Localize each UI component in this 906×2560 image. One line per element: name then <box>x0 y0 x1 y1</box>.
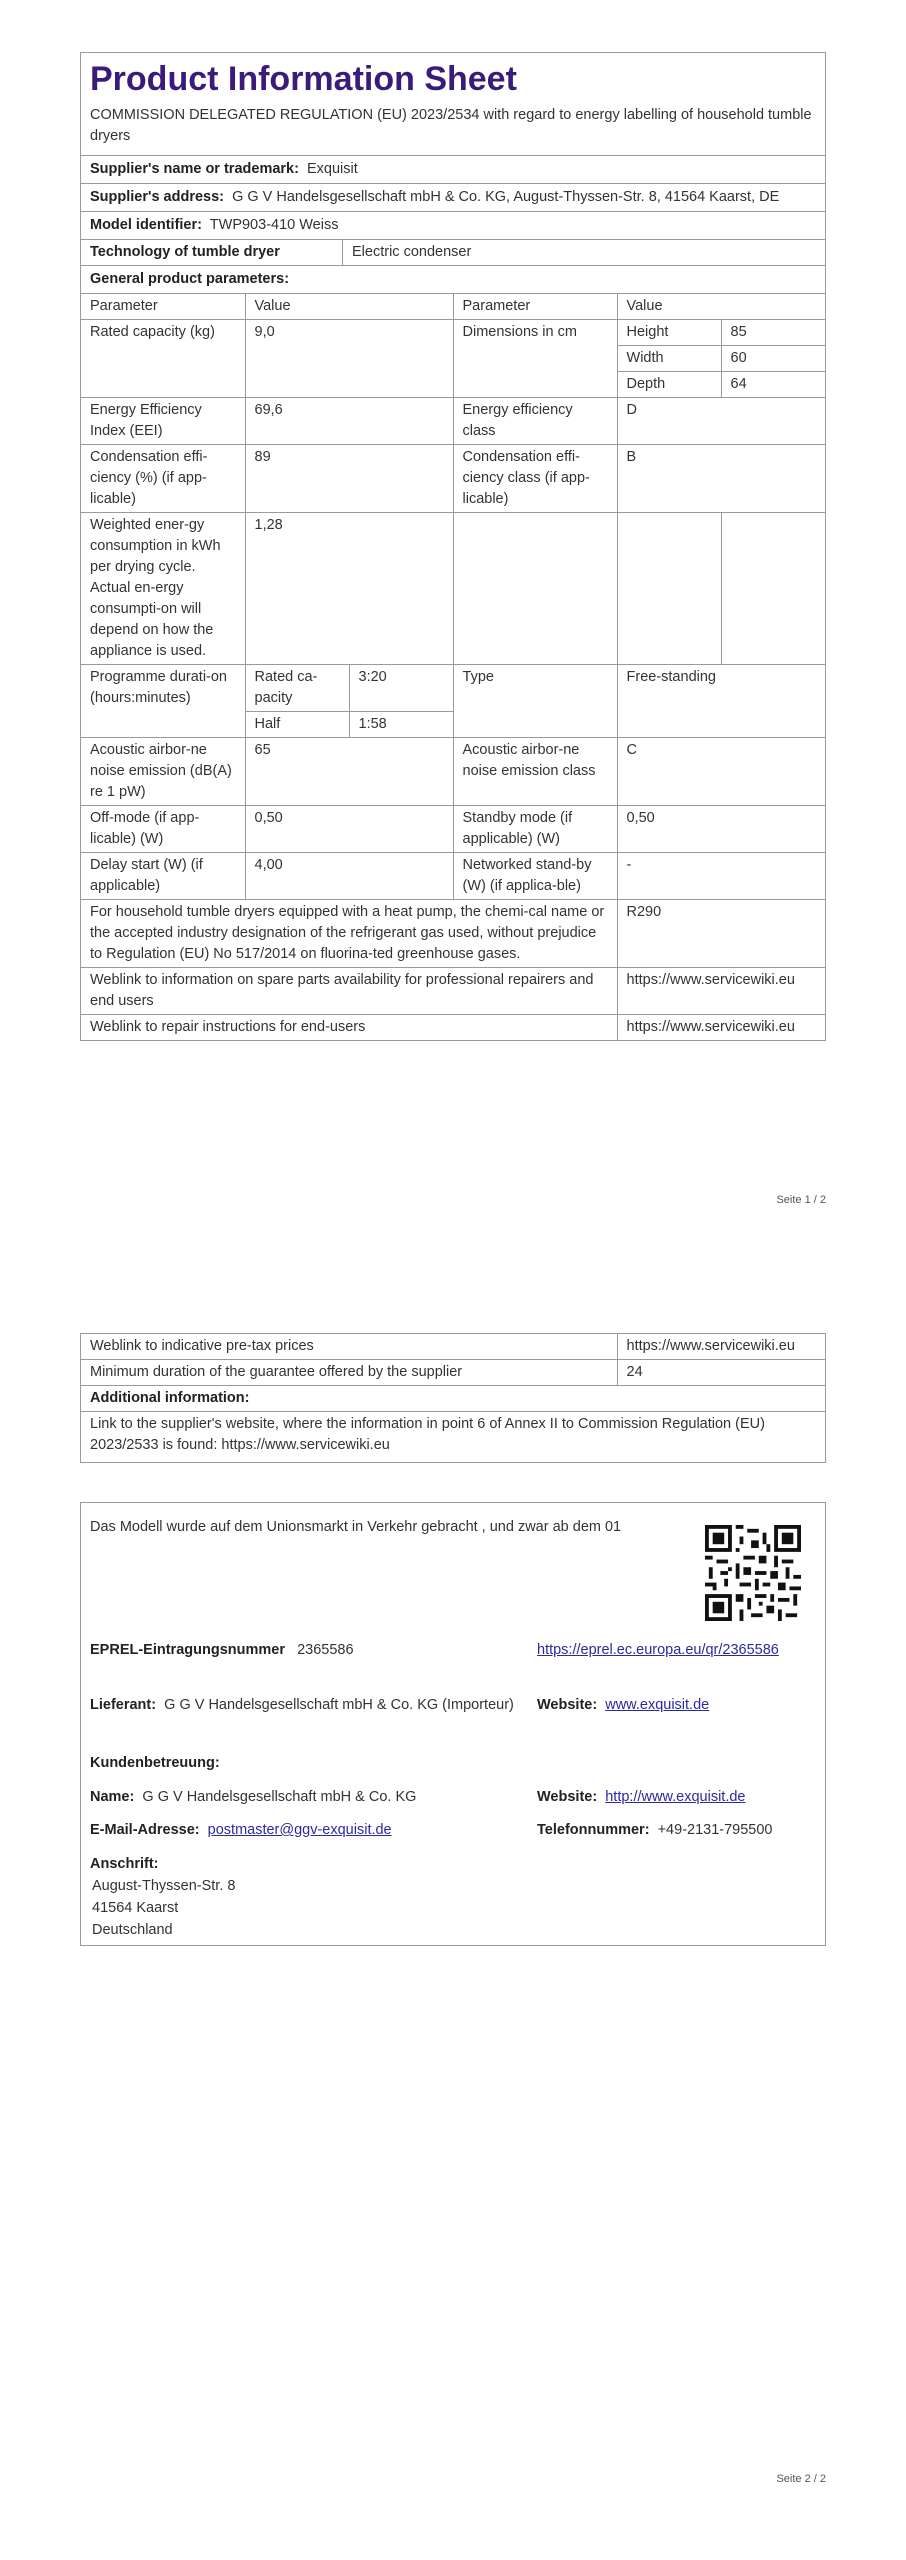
standby-value: 0,50 <box>617 806 825 853</box>
address-line-2: 41564 Kaarst <box>92 1900 179 1916</box>
supplier-name-row <box>81 156 825 184</box>
width-value: 60 <box>721 346 825 372</box>
website-label-1: Website: <box>537 1697 598 1713</box>
networked-label: Networked stand-by (W) (if applica-ble) <box>453 853 617 900</box>
rated-capacity-value: 9,0 <box>245 320 453 398</box>
eprel-label: EPREL-Eintragungsnummer <box>90 1642 285 1658</box>
website-row-1 <box>537 1695 709 1716</box>
page2-table <box>81 1334 825 1462</box>
eprel-link[interactable]: https://eprel.ec.europa.eu/qr/2365586 <box>537 1642 779 1658</box>
spare-parts-link[interactable]: https://www.servicewiki.eu <box>617 968 825 1015</box>
page-title: Product Information Sheet <box>90 60 517 98</box>
empty-cell <box>721 513 825 665</box>
cond-class-label: Condensation effi-ciency class (if app-licable) <box>453 445 617 513</box>
height-value: 85 <box>721 320 825 346</box>
networked-value: - <box>617 853 825 900</box>
weighted-value: 1,28 <box>245 513 453 665</box>
eprel-number: 2365586 <box>297 1642 354 1658</box>
supplier-website-info: Link to the supplier's website, where the information in point 6 of Annex II to Commission Regulation (EU) 2023/2533 is found: https://www.servicewiki.eu <box>81 1412 825 1463</box>
repair-link[interactable]: https://www.servicewiki.eu <box>617 1015 825 1041</box>
qr-code-icon[interactable] <box>705 1525 801 1621</box>
delay-value: 4,00 <box>245 853 453 900</box>
offmode-value: 0,50 <box>245 806 453 853</box>
dimensions-label: Dimensions in cm <box>453 320 617 398</box>
hdr-parameter-1: Parameter <box>81 294 245 320</box>
technology-label: Technology of tumble dryer <box>90 244 280 260</box>
supplier-address: G G V Handelsgesellschaft mbH & Co. KG, August-Thyssen-Str. 8, 41564 Kaarst, DE <box>232 189 780 205</box>
website-link-1[interactable]: www.exquisit.de <box>605 1697 710 1713</box>
delay-label: Delay start (W) (if applicable) <box>81 853 245 900</box>
additional-info-label: Additional information: <box>90 1390 250 1406</box>
name-label: Name: <box>90 1789 135 1805</box>
noise-class-value: C <box>617 738 825 806</box>
website-label-2: Website: <box>537 1789 598 1805</box>
hdr-value-2: Value <box>617 294 825 320</box>
name-row <box>90 1787 416 1808</box>
noise-class-label: Acoustic airbor-ne noise emission class <box>453 738 617 806</box>
general-params-label: General product parameters: <box>90 271 290 287</box>
eprel-row <box>90 1640 354 1661</box>
technology-value: Electric condenser <box>343 240 826 265</box>
eei-value: 69,6 <box>245 398 453 445</box>
supplier-address-row <box>81 184 825 212</box>
repair-label: Weblink to repair instructions for end-users <box>81 1015 617 1041</box>
page-footer-2: Seite 2 / 2 <box>776 2473 826 2485</box>
depth-label: Depth <box>617 372 721 398</box>
eprel-info-box <box>80 1502 826 1946</box>
rated-capacity-short: Rated ca-pacity <box>245 665 349 712</box>
supplier-address-label: Supplier's address: <box>90 189 224 205</box>
hdr-parameter-2: Parameter <box>453 294 617 320</box>
supplier-name-label: Supplier's name or trademark: <box>90 161 299 177</box>
guarantee-value: 24 <box>617 1360 825 1386</box>
address-line-3: Deutschland <box>92 1922 173 1938</box>
ee-class-label: Energy efficiency class <box>453 398 617 445</box>
empty-cell <box>617 513 721 665</box>
offmode-label: Off-mode (if app-licable) (W) <box>81 806 245 853</box>
half-label: Half <box>245 712 349 738</box>
regulation-subtitle: COMMISSION DELEGATED REGULATION (EU) 2023/2534 with regard to energy labelling of household tumble dryers <box>81 103 825 156</box>
eei-label: Energy Efficiency Index (EEI) <box>81 398 245 445</box>
name-value: G G V Handelsgesellschaft mbH & Co. KG <box>142 1789 417 1805</box>
kundenbetreuung-label: Kundenbetreuung: <box>90 1755 220 1771</box>
website-row-2 <box>537 1787 745 1808</box>
lieferant-row <box>90 1695 520 1716</box>
cond-eff-label: Condensation effi-ciency (%) (if app-licable) <box>81 445 245 513</box>
product-info-sheet-page1 <box>80 52 826 1041</box>
rated-duration: 3:20 <box>349 665 453 712</box>
market-placement-text: Das Modell wurde auf dem Unionsmarkt in Verkehr gebracht , und zwar ab dem 01 <box>90 1519 622 1535</box>
model-identifier: TWP903-410 Weiss <box>209 217 339 233</box>
general-params-row <box>81 266 825 294</box>
phone-row <box>537 1820 773 1841</box>
phone-label: Telefonnummer: <box>537 1822 650 1838</box>
email-row <box>90 1820 392 1841</box>
lieferant-value: G G V Handelsgesellschaft mbH & Co. KG (Importeur) <box>164 1697 514 1713</box>
empty-cell <box>453 513 617 665</box>
model-label: Model identifier: <box>90 217 202 233</box>
supplier-name: Exquisit <box>307 161 358 177</box>
weighted-label: Weighted ener-gy consumption in kWh per drying cycle. Actual en-ergy consumpti-on will depend on how the appliance is used. <box>81 513 245 665</box>
noise-label: Acoustic airbor-ne noise emission (dB(A) re 1 pW) <box>81 738 245 806</box>
height-label: Height <box>617 320 721 346</box>
heatpump-label: For household tumble dryers equipped with a heat pump, the chemi-cal name or the accepted industry designation of the refrigerant gas used, without prejudice to Regulation (EU) No 517/2014 on fluorina-ted greenhouse gases. <box>81 900 617 968</box>
product-info-sheet-page2 <box>80 1333 826 1463</box>
rated-capacity-label: Rated capacity (kg) <box>81 320 245 398</box>
guarantee-label: Minimum duration of the guarantee offered by the supplier <box>81 1360 617 1386</box>
ee-class-value: D <box>617 398 825 445</box>
email-label: E-Mail-Adresse: <box>90 1822 200 1838</box>
website-link-2[interactable]: http://www.exquisit.de <box>605 1789 746 1805</box>
prices-link[interactable]: https://www.servicewiki.eu <box>617 1334 825 1360</box>
heatpump-value: R290 <box>617 900 825 968</box>
params-table-wrap <box>81 294 825 1040</box>
cond-class-value: B <box>617 445 825 513</box>
width-label: Width <box>617 346 721 372</box>
type-value: Free-standing <box>617 665 825 738</box>
page-footer-1: Seite 1 / 2 <box>776 1194 826 1206</box>
email-link[interactable]: postmaster@ggv-exquisit.de <box>207 1822 392 1838</box>
hdr-value-1: Value <box>245 294 453 320</box>
model-row <box>81 212 825 240</box>
phone-value: +49-2131-795500 <box>657 1822 773 1838</box>
standby-label: Standby mode (if applicable) (W) <box>453 806 617 853</box>
depth-value: 64 <box>721 372 825 398</box>
spare-parts-label: Weblink to information on spare parts availability for professional repairers and end users <box>81 968 617 1015</box>
params-table <box>81 294 825 1040</box>
noise-value: 65 <box>245 738 453 806</box>
technology-row <box>81 240 825 266</box>
prices-label: Weblink to indicative pre-tax prices <box>81 1334 617 1360</box>
lieferant-label: Lieferant: <box>90 1697 157 1713</box>
programme-label: Programme durati-on (hours:minutes) <box>81 665 245 738</box>
address-line-1: August-Thyssen-Str. 8 <box>92 1878 236 1894</box>
type-label: Type <box>453 665 617 738</box>
cond-eff-value: 89 <box>245 445 453 513</box>
half-duration: 1:58 <box>349 712 453 738</box>
anschrift-label: Anschrift: <box>90 1856 159 1872</box>
